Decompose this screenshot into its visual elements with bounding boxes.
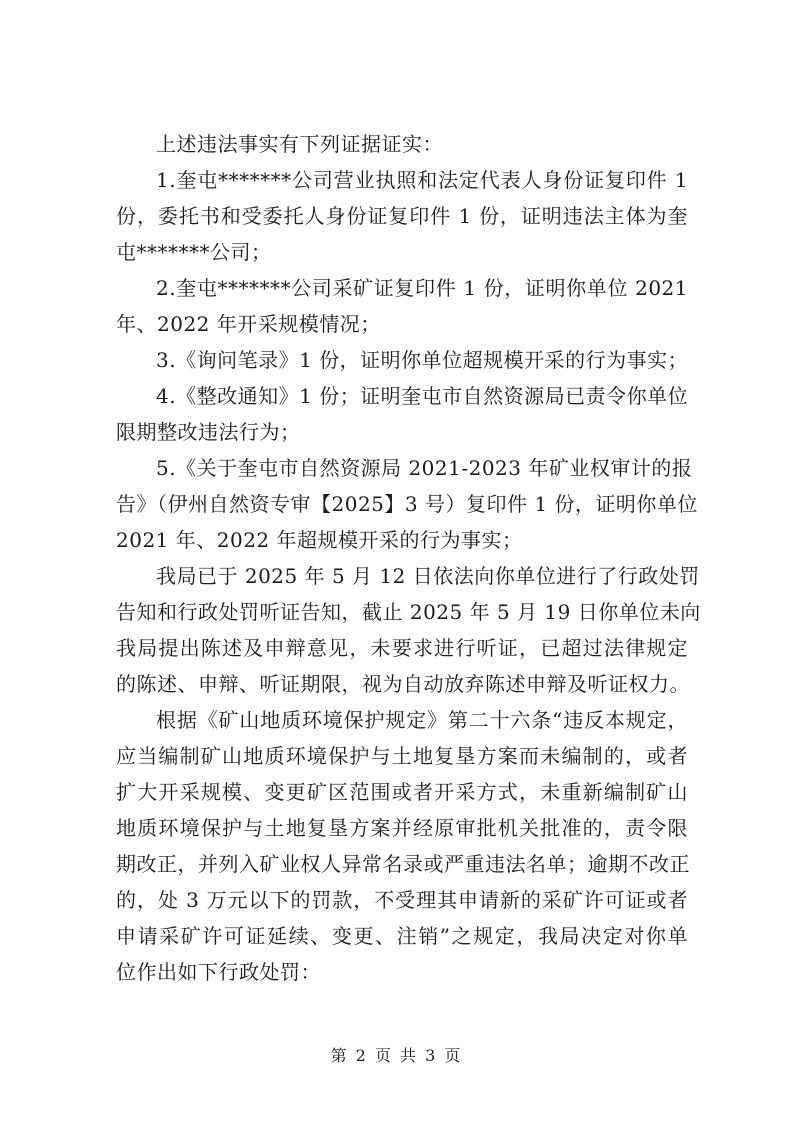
text-line: 份，委托书和受委托人身份证复印件 1 份，证明违法主体为奎 <box>116 204 688 228</box>
text-line: 上述违法事实有下列证据证实： <box>156 132 443 156</box>
paragraph <box>116 162 688 270</box>
text-line: 的陈述、申辩、听证期限，视为自动放弃陈述申辩及听证权力。 <box>116 672 690 696</box>
text-line: 2.奎屯*******公司采矿证复印件 1 份，证明你单位 2021 <box>156 276 688 300</box>
text-line: 我局提出陈述及申辩意见，未要求进行听证，已超过法律规定 <box>116 636 688 660</box>
text-line: 根据《矿山地质环境保护规定》第二十六条“违反本规定， <box>156 708 688 732</box>
page-footer: 第 2 页 共 3 页 <box>330 1046 463 1065</box>
paragraph <box>116 702 688 990</box>
text-line: 1.奎屯*******公司营业执照和法定代表人身份证复印件 1 <box>156 168 688 192</box>
paragraph <box>116 126 688 162</box>
paragraph <box>116 342 688 378</box>
text-line: 3.《询问笔录》1 份，证明你单位超规模开采的行为事实； <box>156 348 689 372</box>
text-line: 告知和行政处罚听证告知，截止 2025 年 5 月 19 日你单位未向 <box>116 600 701 624</box>
text-line: 位作出如下行政处罚： <box>116 960 321 984</box>
paragraph <box>116 450 698 558</box>
paragraph <box>116 270 688 342</box>
text-line: 告》（伊州自然资专审【2025】3 号）复印件 1 份，证明你单位 <box>116 492 698 516</box>
text-line: 应当编制矿山地质环境保护与土地复垦方案而未编制的，或者 <box>116 744 688 768</box>
text-line: 年、2022 年开采规模情况； <box>116 312 381 336</box>
text-line: 5.《关于奎屯市自然资源局 2021-2023 年矿业权审计的报 <box>156 456 693 480</box>
text-line: 我局已于 2025 年 5 月 12 日依法向你单位进行了行政处罚 <box>156 564 700 588</box>
text-line: 期改正，并列入矿业权人异常名录或严重违法名单；逾期不改正 <box>116 852 690 876</box>
text-line: 4.《整改通知》1 份；证明奎屯市自然资源局已责令你单位 <box>156 384 689 408</box>
text-line: 限期整改违法行为； <box>116 420 301 444</box>
text-line: 申请采矿许可证延续、变更、注销”之规定，我局决定对你单 <box>116 924 688 948</box>
text-line: 2021 年、2022 年超规模开采的行为事实； <box>116 528 523 552</box>
text-line: 扩大开采规模、变更矿区范围或者开采方式，未重新编制矿山 <box>116 780 688 804</box>
text-line: 地质环境保护与土地复垦方案并经原审批机关批准的，责令限 <box>116 816 688 840</box>
text-line: 屯*******公司； <box>116 240 272 264</box>
text-line: 的，处 3 万元以下的罚款，不受理其申请新的采矿许可证或者 <box>116 888 688 912</box>
paragraph <box>116 558 701 702</box>
paragraph <box>116 378 688 450</box>
document-body <box>116 126 701 990</box>
